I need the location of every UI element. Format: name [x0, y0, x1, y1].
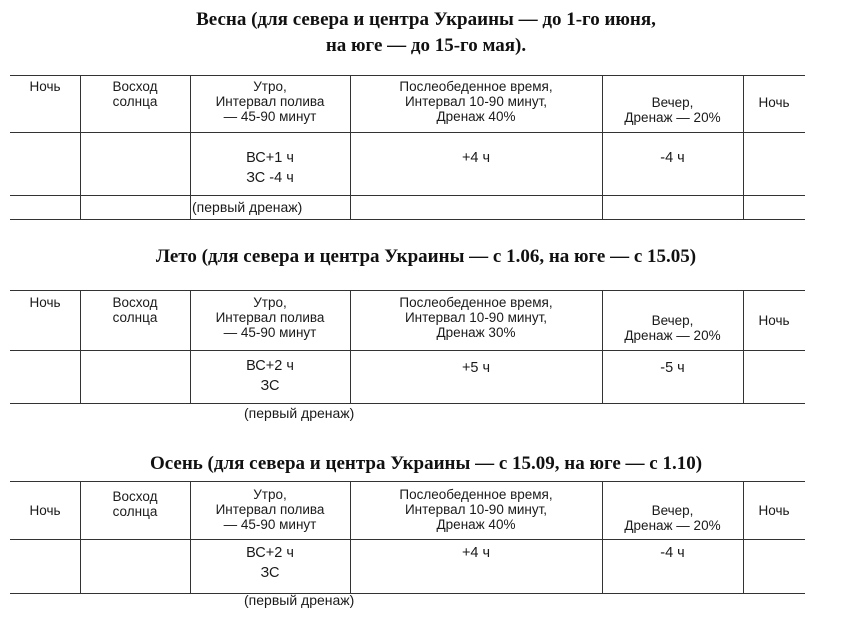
table-rule — [10, 195, 805, 196]
first-drainage-note: (первый дренаж) — [244, 592, 355, 608]
header-sunrise: Восход солнца — [112, 79, 158, 109]
autumn-title: Осень (для севера и центра Украины — с 15.09, на юге — с 1.10) — [149, 453, 703, 474]
spring-title-line2: на юге — до 15-го мая). — [325, 35, 527, 56]
summer-title: Лето (для севера и центра Украины — с 1.06, на юге — с 15.05) — [155, 246, 697, 267]
header-night-right: Ночь — [758, 313, 790, 328]
header-morning: Утро, Интервал полива — 45-90 минут — [215, 295, 325, 340]
morning-value: ВС+2 ч ЗС — [246, 358, 294, 394]
header-evening: Вечер, Дренаж — 20% — [624, 503, 721, 533]
first-drainage-note: (первый дренаж) — [244, 405, 355, 421]
evening-value: -4 ч — [660, 150, 685, 166]
afternoon-value: +4 ч — [461, 150, 491, 166]
afternoon-value: +5 ч — [461, 360, 491, 376]
afternoon-value: +4 ч — [461, 545, 491, 561]
morning-value: ВС+1 ч ЗС -4 ч — [246, 150, 294, 186]
column-divider — [602, 290, 603, 403]
header-evening: Вечер, Дренаж — 20% — [624, 95, 721, 125]
table-rule — [10, 290, 805, 291]
header-night-left: Ночь — [29, 295, 61, 310]
header-afternoon: Послеобеденное время, Интервал 10-90 минут, Дренаж 40% — [399, 79, 553, 124]
table-rule — [10, 481, 805, 482]
header-evening: Вечер, Дренаж — 20% — [624, 313, 721, 343]
header-morning: Утро, Интервал полива — 45-90 минут — [215, 79, 325, 124]
table-rule — [10, 350, 805, 351]
header-afternoon: Послеобеденное время, Интервал 10-90 минут, Дренаж 40% — [399, 487, 553, 532]
column-divider — [602, 481, 603, 593]
header-sunrise: Восход солнца — [112, 295, 158, 325]
table-rule — [10, 132, 805, 133]
header-sunrise: Восход солнца — [112, 489, 158, 519]
table-rule — [10, 539, 805, 540]
spring-title-line1: Весна (для севера и центра Украины — до 1-го июня, — [196, 9, 656, 30]
table-rule — [10, 593, 805, 594]
header-night-right: Ночь — [758, 503, 790, 518]
header-night-left: Ночь — [29, 503, 61, 518]
header-morning: Утро, Интервал полива — 45-90 минут — [215, 487, 325, 532]
header-afternoon: Послеобеденное время, Интервал 10-90 минут, Дренаж 30% — [399, 295, 553, 340]
column-divider — [743, 481, 744, 593]
spring-table — [10, 75, 805, 220]
table-rule — [10, 403, 805, 404]
morning-value: ВС+2 ч ЗС — [246, 545, 294, 581]
first-drainage-note: (первый дренаж) — [192, 199, 303, 215]
evening-value: -5 ч — [660, 360, 685, 376]
table-rule — [10, 219, 805, 220]
header-night-right: Ночь — [758, 95, 790, 110]
summer-table — [10, 290, 805, 420]
autumn-table — [10, 481, 805, 621]
evening-value: -4 ч — [660, 545, 685, 561]
header-night-left: Ночь — [29, 79, 61, 94]
column-divider — [743, 290, 744, 403]
table-rule — [10, 75, 805, 76]
